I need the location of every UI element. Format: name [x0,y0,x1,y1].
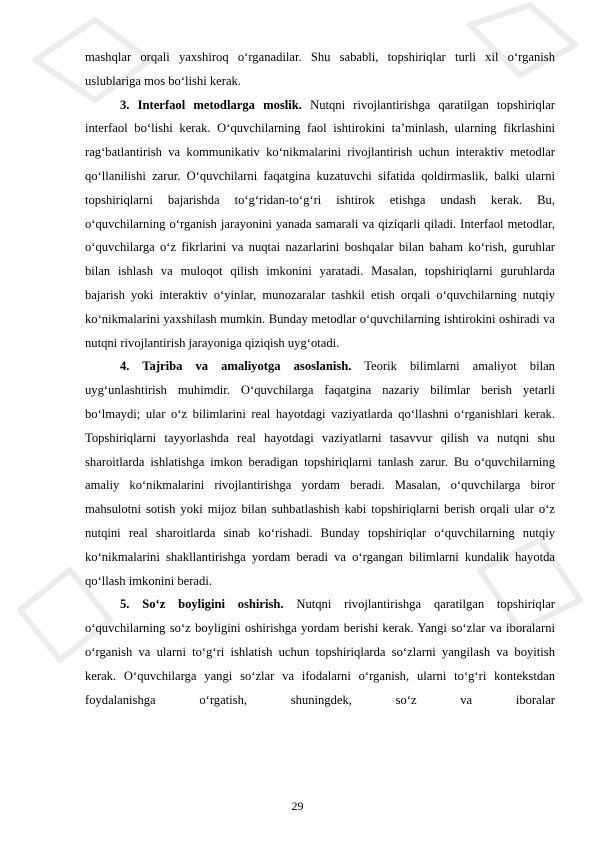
paragraph-soz-boyligi [85,593,555,712]
paragraph-continuation [85,46,555,94]
page-number: 29 [291,799,304,813]
paragraph-text: mashqlar orqali yaxshiroq o‘rganadilar. Shu sababli, topshiriqlar turli xil o‘rganish uslublariga mos bo‘lishi kerak. [85,50,555,88]
paragraph-text: Nutqni rivojlantirishga qaratilgan topshiriqlar interfaol bo‘lishi kerak. O‘quvchilarning faol ishtirokini ta’minlash, ularning fikrlashini rag‘batlantirish va kommunikativ ko‘nikmalarini rivojlantirish uchun interaktiv metodlar qo‘llanilishi zarur. O‘quvchilarni faqatgina kuzatuvchi sifatida qoldirmaslik, balki ularni topshiriqlarni bajarishda to‘g‘ridan-to‘g‘ri ishtirok etishga undash kerak. Bu, o‘quvchilarning o‘rganish jarayonini yanada samarali va qiziqarli qiladi. Interfaol metodlar, o‘quvchilarga o‘z fikrlarini va nuqtai nazarlarini boshqalar bilan baham ko‘rish, guruhlar bilan ishlash va muloqot qilish imkonini yaratadi. Masalan, topshiriqlarni guruhlarda bajarish yoki interaktiv o‘yinlar, munozaralar tashkil etish orqali o‘quvchilarning nutqiy ko‘nikmalarini yaxshilash mumkin. Bunday metodlar o‘quvchilarning ishtirokini oshiradi va nutqni rivojlantirish jarayoniga qiziqish uyg‘otadi. [85,97,555,350]
section-heading: 5. So‘z boyligini oshirish. [120,597,284,612]
paragraph-tajriba-amaliyot [85,355,555,593]
paragraph-interfaol-metodlar [85,94,555,356]
section-heading: 3. Interfaol metodlarga moslik. [120,97,302,112]
section-heading: 4. Tajriba va amaliyotga asoslanish. [120,359,352,374]
document-body [85,46,555,712]
paragraph-text: Nutqni rivojlantirishga qaratilgan topshiriqlar o‘quvchilarning so‘z boyligini oshirishga yordam berishi kerak. Yangi so‘zlar va iboralarni o‘rganish va ularni to‘g‘ri ishlatish uchun topshiriqlarda so‘zlarni yangilash va boyitish kerak. O‘quvchilarga yangi so‘zlar va ifodalarni o‘rganish, ularni to‘g‘ri kontekstdan foydalanishga o‘rgatish, shuningdek, so‘z va iboralar [85,597,555,707]
paragraph-text: Teorik bilimlarni amaliyot bilan uyg‘unlashtirish muhimdir. O‘quvchilarga faqatgina nazariy bilimlar berish yetarli bo‘lmaydi; ular o‘z bilimlarini real hayotdagi vaziyatlarda qo‘llashni o‘rganishlari kerak. Topshiriqlarni tayyorlashda real hayotdagi vaziyatlarni tasavvur qilish va nutqni shu sharoitlarda ishlatishga imkon beradigan topshiriqlarni tanlash zarur. Bu o‘quvchilarning amaliy ko‘nikmalarini rivojlantirishga yordam beradi. Masalan, o‘quvchilarga biror mahsulotni sotish yoki mijoz bilan suhbatlashish kabi topshiriqlarni berish orqali ular o‘z nutqini real sharoitlarda sinab ko‘rishadi. Bunday topshiriqlar o‘quvchilarning nutqiy ko‘nikmalarini shakllantirishga yordam beradi va o‘rgangan bilimlarni kundalik hayotda qo‘llash imkonini beradi. [85,359,555,588]
